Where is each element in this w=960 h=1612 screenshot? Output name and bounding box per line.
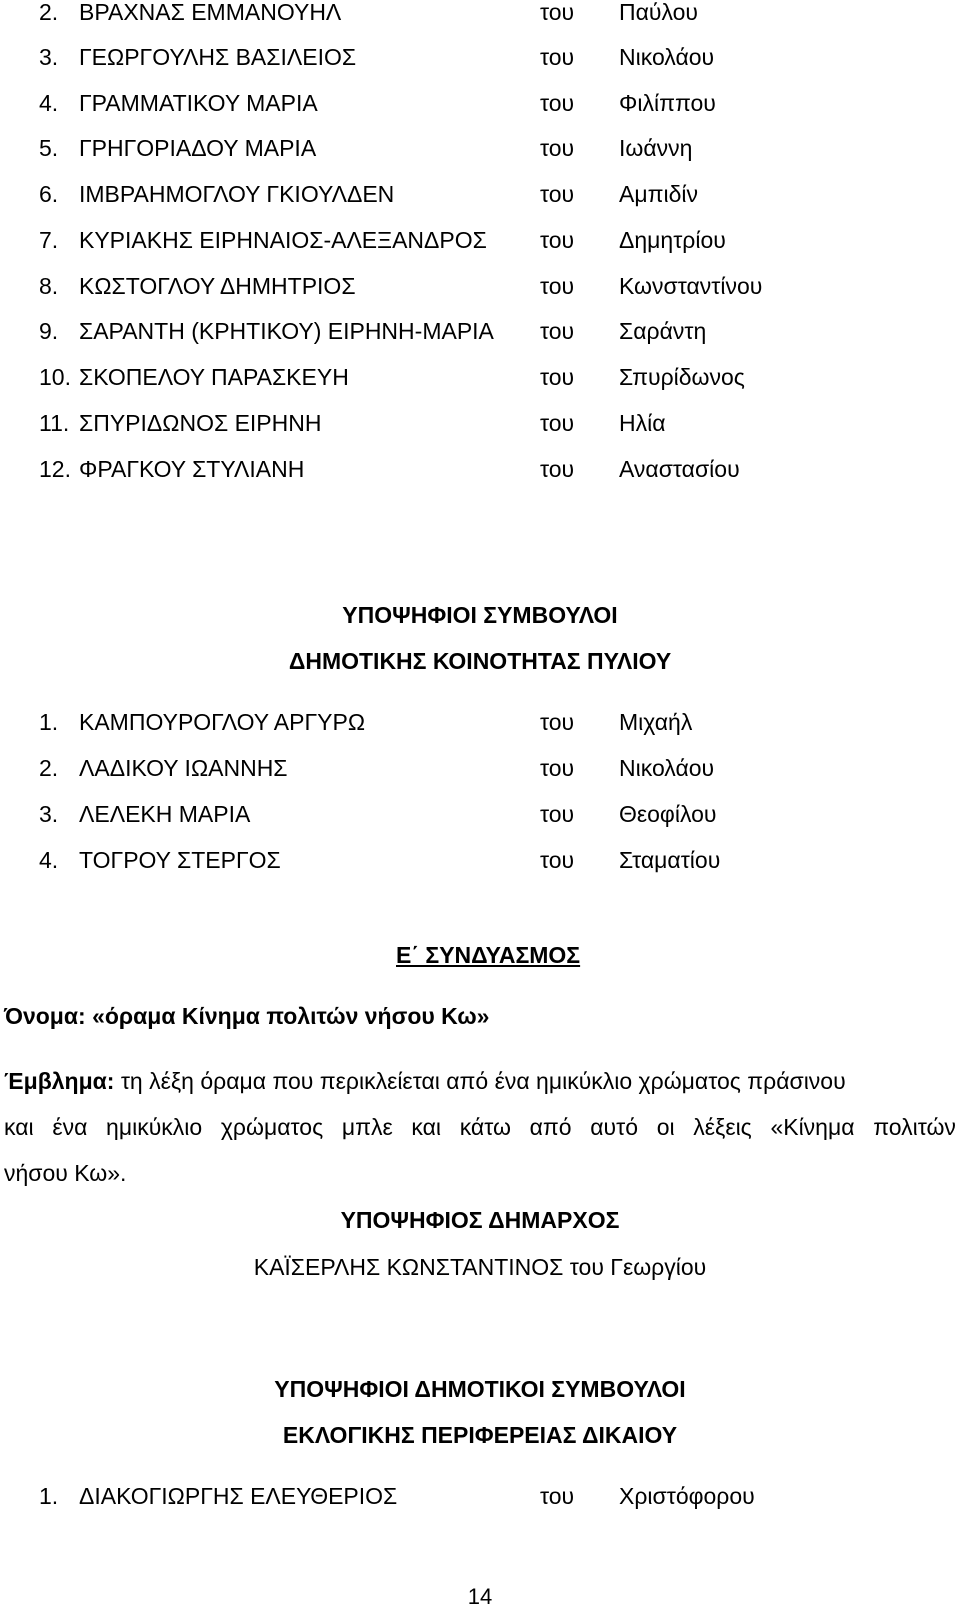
father-name: Ιωάννη: [619, 135, 693, 161]
father-name: Σταματίου: [619, 847, 721, 873]
of-word: του: [540, 410, 575, 436]
list-item: [0, 707, 960, 737]
of-word: του: [540, 181, 575, 207]
of-word: του: [540, 90, 575, 116]
item-number: 6.: [39, 181, 59, 207]
item-number: 2.: [39, 0, 59, 25]
emblem-line-3: νήσου Κω».: [4, 1160, 127, 1186]
emblem-word: ένα: [52, 1114, 88, 1140]
emblem-word: και: [411, 1114, 442, 1140]
item-number: 7.: [39, 227, 59, 253]
of-word: του: [540, 227, 575, 253]
item-number: 3.: [39, 801, 59, 827]
candidate-name: ΓΡΗΓΟΡΙΑΔΟΥ ΜΑΡΙΑ: [79, 135, 317, 161]
father-name: Φιλίππου: [619, 90, 716, 116]
of-word: του: [540, 44, 575, 70]
of-word: του: [540, 273, 575, 299]
item-number: 8.: [39, 273, 59, 299]
emblem-line-1: [4, 1066, 954, 1096]
list-item: [0, 753, 960, 783]
mayor-candidate: ΚΑΪΣΕΡΛΗΣ ΚΩΝΣΤΑΝΤΙΝΟΣ του Γεωργίου: [253, 1254, 707, 1280]
list-item: [0, 42, 960, 72]
item-number: 4.: [39, 847, 59, 873]
candidate-name: ΣΑΡΑΝΤΗ (ΚΡΗΤΙΚΟΥ) ΕΙΡΗΝΗ-ΜΑΡΙΑ: [79, 318, 494, 344]
item-number: 12.: [39, 456, 71, 482]
emblem-word: κάτω: [459, 1114, 511, 1140]
item-number: 10.: [39, 364, 71, 390]
of-word: του: [540, 364, 575, 390]
of-word: του: [540, 456, 575, 482]
item-number: 5.: [39, 135, 59, 161]
candidate-name: ΒΡΑΧΝΑΣ ΕΜΜΑΝΟΥΗΛ: [79, 0, 342, 25]
father-name: Θεοφίλου: [619, 801, 717, 827]
of-word: του: [540, 755, 575, 781]
of-word: του: [540, 318, 575, 344]
emblem-word: αυτό: [590, 1114, 639, 1140]
father-name: Παύλου: [619, 0, 699, 25]
name-value: «όραμα Κίνημα πολιτών νήσου Κω»: [92, 1003, 490, 1029]
father-name: Αναστασίου: [619, 456, 740, 482]
candidate-name: ΚΩΣΤΟΓΛΟΥ ΔΗΜΗΤΡΙΟΣ: [79, 273, 356, 299]
emblem-word: «Κίνημα: [770, 1114, 855, 1140]
of-word: του: [540, 801, 575, 827]
list-item: [0, 362, 960, 392]
candidate-name: ΚΑΜΠΟΥΡΟΓΛΟΥ ΑΡΓΥΡΩ: [79, 709, 366, 735]
list-item: [0, 88, 960, 118]
item-number: 1.: [39, 1483, 59, 1509]
item-number: 1.: [39, 709, 59, 735]
section-heading: ΥΠΟΨΗΦΙΟΙ ΔΗΜΟΤΙΚΟΙ ΣΥΜΒΟΥΛΟΙ: [274, 1376, 686, 1402]
list-item: [0, 179, 960, 209]
father-name: Ηλία: [619, 410, 666, 436]
list-item: [0, 1481, 960, 1511]
candidate-name: ΚΥΡΙΑΚΗΣ ΕΙΡΗΝΑΙΟΣ-ΑΛΕΞΑΝΔΡΟΣ: [79, 227, 487, 253]
emblem-text: τη λέξη όραμα που περικλείεται από ένα ημικύκλιο χρώματος πράσινου: [120, 1068, 846, 1094]
mayor-heading: ΥΠΟΨΗΦΙΟΣ ΔΗΜΑΡΧΟΣ: [340, 1207, 620, 1233]
list-item: [0, 225, 960, 255]
list-item: [0, 0, 960, 27]
list-item: [0, 133, 960, 163]
candidate-name: ΛΕΛΕΚΗ ΜΑΡΙΑ: [79, 801, 251, 827]
item-number: 3.: [39, 44, 59, 70]
list-item: [0, 271, 960, 301]
father-name: Νικολάου: [619, 755, 715, 781]
section-subheading: ΔΗΜΟΤΙΚΗΣ ΚΟΙΝΟΤΗΤΑΣ ΠΥΛΙΟΥ: [288, 648, 672, 674]
candidate-name: ΣΠΥΡΙΔΩΝΟΣ ΕΙΡΗΝΗ: [79, 410, 322, 436]
emblem-word: πολιτών: [873, 1114, 956, 1140]
candidate-name: ΛΑΔΙΚΟΥ ΙΩΑΝΝΗΣ: [79, 755, 288, 781]
emblem-word: χρώματος: [220, 1114, 324, 1140]
emblem-word: μπλε: [341, 1114, 393, 1140]
candidate-name: ΙΜΒΡΑΗΜΟΓΛΟΥ ΓΚΙΟΥΛΔΕΝ: [79, 181, 395, 207]
father-name: Σπυρίδωνος: [619, 364, 745, 390]
candidate-name: ΓΡΑΜΜΑΤΙΚΟΥ ΜΑΡΙΑ: [79, 90, 318, 116]
list-item: [0, 845, 960, 875]
item-number: 11.: [39, 410, 70, 436]
item-number: 9.: [39, 318, 59, 344]
of-word: του: [540, 1483, 575, 1509]
emblem-word: από: [529, 1114, 572, 1140]
emblem-word: και: [4, 1114, 34, 1140]
of-word: του: [540, 847, 575, 873]
candidate-name: ΣΚΟΠΕΛΟΥ ΠΑΡΑΣΚΕΥΗ: [79, 364, 349, 390]
name-label: Όνομα:: [4, 1003, 86, 1029]
candidate-name: ΔΙΑΚΟΓΙΩΡΓΗΣ ΕΛΕΥΘΕΡΙΟΣ: [79, 1483, 398, 1509]
father-name: Αμπιδίν: [619, 181, 698, 207]
candidate-name: ΤΟΓΡΟΥ ΣΤΕΡΓΟΣ: [79, 847, 281, 873]
emblem-word: λέξεις: [693, 1114, 752, 1140]
emblem-line-2: [4, 1112, 956, 1142]
emblem-word: οι: [656, 1114, 675, 1140]
emblem-word: ημικύκλιο: [106, 1114, 203, 1140]
section-heading: ΥΠΟΨΗΦΙΟΙ ΣΥΜΒΟΥΛΟΙ: [342, 602, 618, 628]
page-number: 14: [467, 1584, 493, 1609]
list-item: [0, 454, 960, 484]
combination-title: Ε΄ ΣΥΝΔΥΑΣΜΟΣ: [396, 942, 581, 968]
section-subheading: ΕΚΛΟΓΙΚΗΣ ΠΕΡΙΦΕΡΕΙΑΣ ΔΙΚΑΙΟΥ: [282, 1422, 678, 1448]
combination-name-line: [4, 1001, 954, 1031]
candidate-name: ΦΡΑΓΚΟΥ ΣΤΥΛΙΑΝΗ: [79, 456, 305, 482]
father-name: Δημητρίου: [619, 227, 726, 253]
father-name: Νικολάου: [619, 44, 715, 70]
father-name: Χριστόφορου: [619, 1483, 755, 1509]
of-word: του: [540, 709, 575, 735]
father-name: Σαράντη: [619, 318, 707, 344]
emblem-label: Έμβλημα:: [4, 1068, 115, 1094]
list-item: [0, 408, 960, 438]
list-item: [0, 316, 960, 346]
item-number: 2.: [39, 755, 59, 781]
item-number: 4.: [39, 90, 59, 116]
candidate-name: ΓΕΩΡΓΟΥΛΗΣ ΒΑΣΙΛΕΙΟΣ: [79, 44, 357, 70]
father-name: Μιχαήλ: [619, 709, 693, 735]
of-word: του: [540, 135, 575, 161]
list-item: [0, 799, 960, 829]
of-word: του: [540, 0, 575, 25]
father-name: Κωνσταντίνου: [619, 273, 763, 299]
